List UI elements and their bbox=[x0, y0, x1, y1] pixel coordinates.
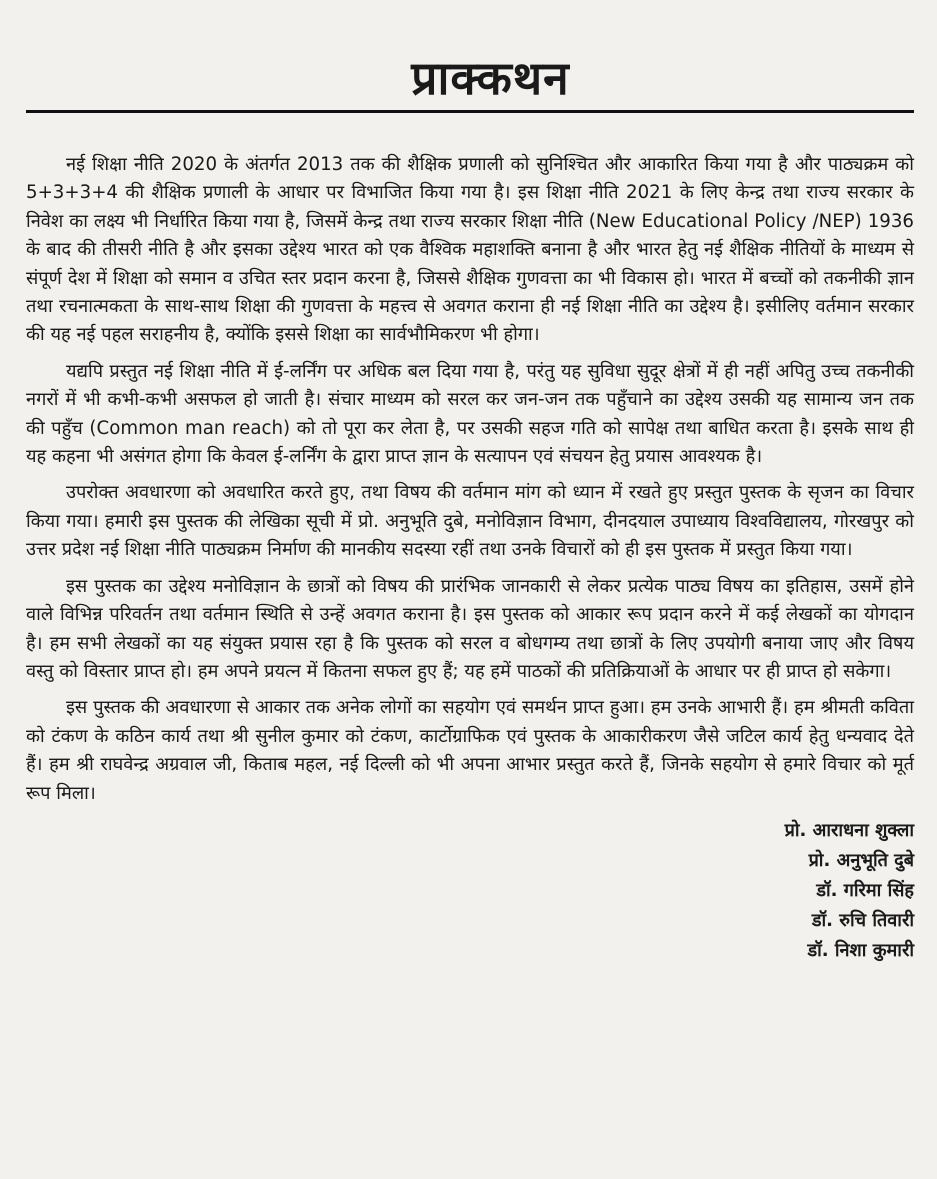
signatory-name: प्रो. अनुभूति दुबे bbox=[808, 849, 914, 871]
paragraph: यद्यपि प्रस्तुत नई शिक्षा नीति में ई-लर्निंग पर अधिक बल दिया गया है, परंतु यह सुविधा सुदूर क्षेत्रों में ही नहीं अपितु उच्च तकनीकी नगरों में भी कभी-कभी असफल हो जाती है। संचार माध्यम को सरल कर जन-जन तक पहुँचाने का उद्देश्य उसकी यह सामान्य जन तक की पहुँच (Common man reach) को तो पूरा कर लेता है, पर उसकी सहज गति को सापेक्ष तथा बाधित करता है। इसके साथ ही यह कहना भी असंगत होगा कि केवल ई-लर्निंग के द्वारा प्राप्त ज्ञान के सत्यापन एवं संचयन हेतु प्रयास आवश्यक है। bbox=[26, 360, 914, 468]
paragraph: इस पुस्तक का उद्देश्य मनोविज्ञान के छात्रों को विषय की प्रारंभिक जानकारी से लेकर प्रत्येक पाठ्य विषय का इतिहास, उसमें होने वाले विभिन्न परिवर्तन तथा वर्तमान स्थिति से उन्हें अवगत कराना है। इस पुस्तक को आकार रूप प्रदान करने में कई लेखकों का योगदान है। हम सभी लेखकों का यह संयुक्त प्रयास रहा है कि पुस्तक को सरल व बोधगम्य तथा छात्रों के लिए उपयोगी बनाया जाए और विषय वस्तु को विस्तार प्राप्त हो। हम अपने प्रयत्न में कितना सफल हुए हैं; यह हमें पाठकों की प्रतिक्रियाओं के आधार पर ही प्राप्त हो सकेगा। bbox=[26, 575, 914, 682]
page-title: प्राक्कथन bbox=[411, 51, 570, 105]
paragraph: उपरोक्त अवधारणा को अवधारित करते हुए, तथा विषय की वर्तमान मांग को ध्यान में रखते हुए प्रस्तुत पुस्तक के सृजन का विचार किया गया। हमारी इस पुस्तक की लेखिका सूची में प्रो. अनुभूति दुबे, मनोविज्ञान विभाग, दीनदयाल उपाध्याय विश्वविद्यालय, गोरखपुर को उत्तर प्रदेश नई शिक्षा नीति पाठ्यक्रम निर्माण की मानकीय सदस्या रहीं तथा उनके विचारों को ही इस पुस्तक में प्रस्तुत किया गया। bbox=[26, 482, 914, 561]
signatory-name: डॉ. गरिमा सिंह bbox=[816, 879, 914, 901]
paragraph: इस पुस्तक की अवधारणा से आकार तक अनेक लोगों का सहयोग एवं समर्थन प्राप्त हुआ। हम उनके आभारी हैं। हम श्रीमती कविता को टंकण के कठिन कार्य तथा श्री सुनील कुमार को टंकण, कार्टोग्राफिक एवं पुस्तक के आकारीकरण जैसे जटिल कार्य हेतु धन्यवाद देते हैं। हम श्री राघवेन्द्र अग्रवाल जी, किताब महल, नई दिल्ली को भी अपना आभार प्रस्तुत करते हैं, जिनके सहयोग से हमारे विचार को मूर्त रूप मिला। bbox=[26, 697, 914, 804]
paragraph: नई शिक्षा नीति 2020 के अंतर्गत 2013 तक की शैक्षिक प्रणाली को सुनिश्चित और आकारित किया गया है और पाठ्यक्रम को 5+3+3+4 की शैक्षिक प्रणाली के आधार पर विभाजित किया गया है। इस शिक्षा नीति 2021 के लिए केन्द्र तथा राज्य सरकार के निवेश का लक्ष्य भी निर्धारित किया गया है, जिसमें केन्द्र तथा राज्य सरकार शिक्षा नीति (New Educational Policy /NEP) 1936 के बाद की तीसरी नीति है और इसका उद्देश्य भारत को एक वैश्विक महाशक्ति बनाना है और भारत हेतु नई शैक्षिक नीतियों के माध्यम से संपूर्ण देश में शिक्षा को समान व उचित स्तर प्रदान करना है, जिससे शैक्षिक गुणवत्ता का भी विकास हो। भारत में बच्चों को तकनीकी ज्ञान तथा रचनात्मकता के साथ-साथ शिक्षा की गुणवत्ता के महत्त्व से अवगत कराना ही नई शिक्षा नीति का उद्देश्य है। इसीलिए वर्तमान सरकार की यह नई पहल सराहनीय है, क्योंकि इससे शिक्षा का सार्वभौमिकरण भी होगा। bbox=[26, 154, 914, 346]
signatory-name: डॉ. रुचि तिवारी bbox=[811, 909, 914, 931]
signatory-name: प्रो. आराधना शुक्ला bbox=[784, 819, 914, 841]
signatories-block bbox=[26, 816, 914, 966]
signatory-name: डॉ. निशा कुमारी bbox=[807, 939, 914, 961]
title-underline bbox=[26, 110, 914, 113]
preface-body bbox=[26, 151, 914, 808]
